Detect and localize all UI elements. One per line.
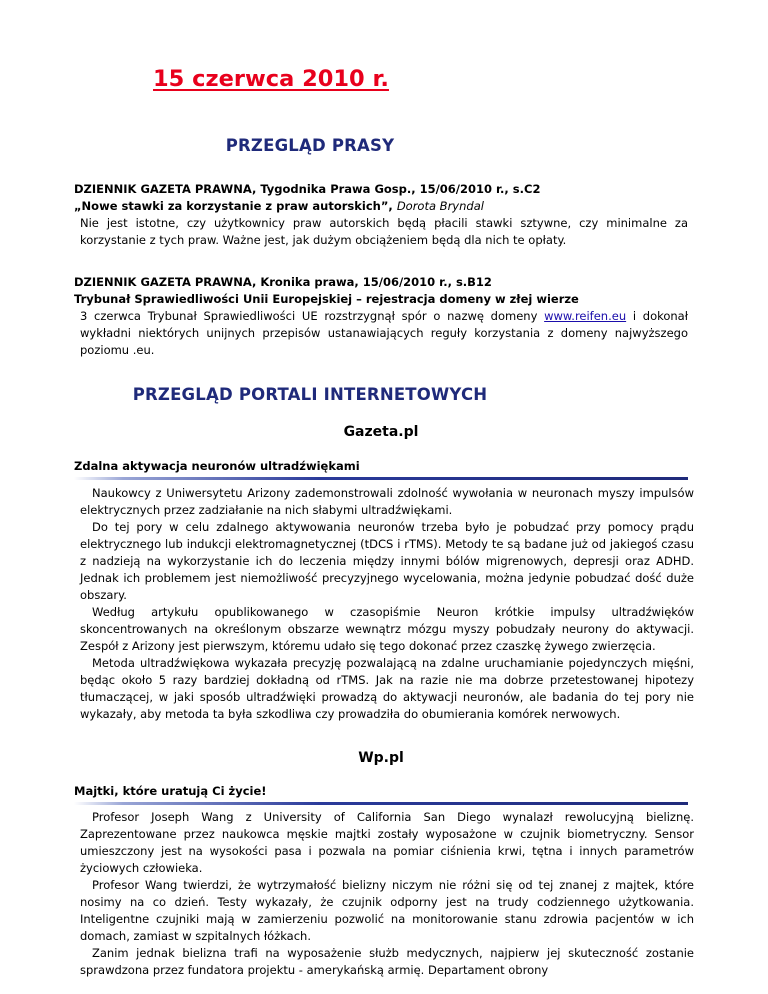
article-paragraph: Do tej pory w celu zdalnego aktywowania neuronów trzeba było je pobudzać przy pomocy prądu elektrycznego lub indukcji elektromagnetycznej (tDCS i rTMS). Metody te są badane już od jakiegoś czasu z nadzieją na wykorzystanie ich do leczenia między innymi bólów migrenowych, depresji oraz ADHD. Jednak ich problemem jest niemożliwość precyzyjnego wycelowania, można jedynie pobudzać dość duże obszary. [80, 520, 694, 602]
portals-review-heading: PRZEGLĄD PORTALI INTERNETOWYCH [132, 385, 488, 404]
article-paragraph: Według artykułu opublikowanego w czasopiśmie Neuron krótkie impulsy ultradźwięków skoncentrowanych na określonym obszarze wewnątrz mózgu myszy pobudzały neurony do aktywacji. Zespół z Arizony jest pierwszym, któremu udało się tego dokonać przez czaszkę żywego zwierzęcia. [80, 605, 694, 653]
article-paragraph: Profesor Wang twierdzi, że wytrzymałość bielizny niczym nie różni się od tej znanej z majtek, które nosimy na co dzień. Testy wykazały, że czujnik odporny jest na trudy codziennego użytkowania. Inteligentne czujniki mają w zamierzeniu pozwolić na monitorowanie stanu zdrowia pacjentów w ich domach, zamiast w szpitalnych łóżkach. [80, 878, 694, 943]
press-summary: Nie jest istotne, czy użytkownicy praw autorskich będą płacili stawki sztywne, czy minimalne za korzystanie z tych praw. Ważne jest, jak dużym obciążeniem będą dla nich te opłaty. [80, 216, 688, 247]
press-entry [74, 274, 688, 359]
press-summary: 3 czerwca Trybunał Sprawiedliwości UE rozstrzygnął spór o nazwę domeny www.reifen.eu i dokonał wykładni niektórych unijnych przepisów ustanawiających reguły korzystania z domeny najwyższego poziomu .eu. [80, 309, 688, 357]
document-date: 15 czerwca 2010 r. [153, 66, 389, 92]
article-paragraph: Profesor Joseph Wang z University of California San Diego wynalazł rewolucyjną bieliznę. Zaprezentowane przez naukowca męskie majtki zostały wyposażone w czujnik biometryczny. Sensor umieszczony jest na wysokości pasa i pozwala na pomiar ciśnienia krwi, tętna i innych parametrów życiowych człowieka. [80, 810, 694, 875]
press-source: DZIENNIK GAZETA PRAWNA, Tygodnika Prawa Gosp., 15/06/2010 r., s.C2 [74, 182, 541, 196]
press-title: „Nowe stawki za korzystanie z praw autorskich”, Dorota Bryndal [74, 199, 484, 213]
title-divider [74, 802, 688, 805]
press-source: DZIENNIK GAZETA PRAWNA, Kronika prawa, 15/06/2010 r., s.B12 [74, 275, 492, 289]
press-entry [74, 181, 688, 249]
press-author: Dorota Bryndal [396, 199, 484, 213]
article-paragraph: Metoda ultradźwiękowa wykazała precyzję pozwalającą na zdalne uruchamianie pojedynczych mięśni, będąc około 5 razy bardziej dokładną od rTMS. Jak na razie nie ma dobrze przetestowanej hipotezy tłumaczącej, w jaki sposób ultradźwięki prowadzą do aktywacji neuronów, ale badania do tej pory nie wykazały, aby metoda ta była szkodliwa czy prowadziła do obumierania komórek nerwowych. [80, 656, 694, 721]
article-body [74, 809, 694, 979]
article-title: Majtki, które uratują Ci życie! [74, 784, 267, 798]
article-body [74, 485, 694, 723]
article-paragraph: Zanim jednak bielizna trafi na wyposażenie służb medycznych, najpierw jej skuteczność zostanie sprawdzona przez fundatora projektu - amerykańską armię. Departament obrony [80, 946, 694, 977]
title-divider [74, 477, 688, 480]
article-title: Zdalna aktywacja neuronów ultradźwiękami [74, 459, 360, 473]
press-review-heading: PRZEGLĄD PRASY [225, 136, 395, 155]
article-paragraph: Naukowcy z Uniwersytetu Arizony zademonstrowali zdolność wywołania w neuronach myszy impulsów elektrycznych przez zadziałanie na nich słabymi ultradźwiękami. [80, 486, 694, 517]
domain-link[interactable]: www.reifen.eu [544, 309, 627, 323]
press-title: Trybunał Sprawiedliwości Unii Europejskiej – rejestracja domeny w złej wierze [74, 292, 579, 306]
portal-name: Gazeta.pl [343, 424, 419, 440]
portal-name: Wp.pl [358, 750, 404, 766]
